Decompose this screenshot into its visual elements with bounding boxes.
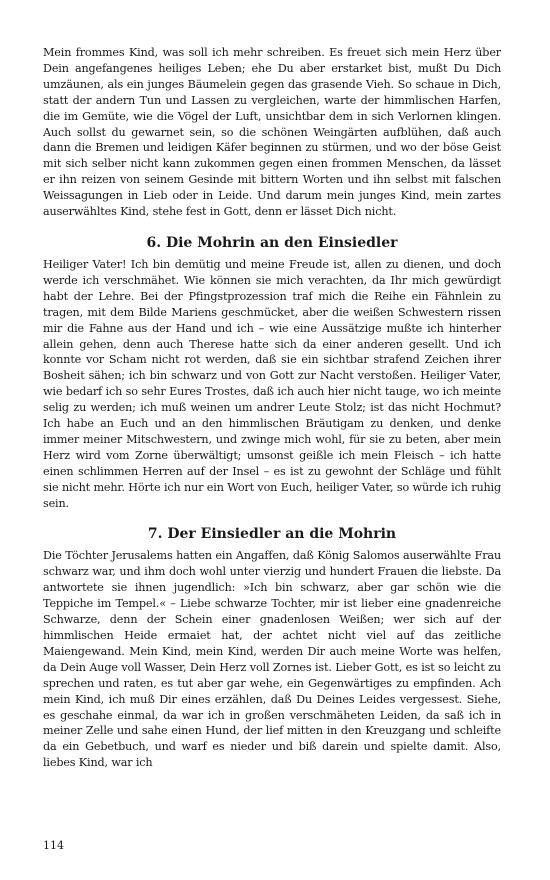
paragraph-letter-7: Die Töchter Jerusalems hatten ein Angaffen, daß König Salomos auserwählte Frau schwarz war, und ihm doch wohl unter vierzig und hundert Frauen die liebste. Da antwortete sie ihnen jugendlich: »Ich bin schwarz, aber gar schön wie die Teppiche im Tempel.« – Liebe schwarze Tochter, mir ist lieber eine gnadenreiche Schwarze, denn der Schein einer gnadenlosen Weißen; wer sich auf der himmlischen Heide ermaiet hat, der achtet nicht viel auf das zeitliche Maiengewand. Mein Kind, mein Kind, werden Dir auch meine Worte was helfen, da Dein Auge voll Wasser, Dein Herz voll Zornes ist. Lieber Gott, es ist so leicht zu sprechen und raten, es tut aber gar wehe, ein Gegenwärtiges zu empfinden. Ach mein Kind, ich muß Dir eines erzählen, daß Du Deines Leides vergessest. Siehe, es geschahe einmal, da war ich in großen verschmäheten Leiden, da saß ich in meiner Zelle und sahe einen Hund, der lief mitten in den Kreuzgang und schleifte da ein Gebetbuch, und warf es nieder und biß darein und spielte damit. Also, liebes Kind, war ich (43, 549, 501, 770)
book-page (43, 45, 501, 771)
page-number: 114 (43, 839, 64, 852)
heading-letter-7: 7. Der Einsiedler an die Mohrin (147, 526, 397, 543)
paragraph-letter-5-end: Mein frommes Kind, was soll ich mehr schreiben. Es freuet sich mein Herz über Dein angefangenes heiliges Leben; ehe Du aber erstarket bist, mußt Du Dich umzäunen, als ein junges Bäumelein gegen das grasende Vieh. So schaue in Dich, statt der andern Tun und Lassen zu vergleichen, warte der himmlischen Harfen, die im Gemüte, wie die Vögel der Luft, unsichtbar dem in sich Verlornen klingen. Auch sollst du gewarnet sein, so die schönen Weingärten aufblühen, daß auch dann die Bremen und leidigen Käfer beginnen zu stürmen, und wo der böse Geist mit sich selber nicht kann zukommen gegen einen frommen Menschen, da lässet er ihn reizen von seinem Gesinde mit bittern Worten und ihn selbst mit falschen Weissagungen in Lieb oder in Leide. Und darum mein junges Kind, mein zartes auserwähltes Kind, stehe fest in Gott, denn er lässet Dich nicht. (43, 46, 501, 219)
paragraph-letter-6: Heiliger Vater! Ich bin demütig und meine Freude ist, allen zu dienen, und doch werde ich verschmähet. Wie können sie mich verachten, da Ihr mich gewürdigt habt der Lehre. Bei der Pfingstprozession traf mich die Reihe ein Fähnlein zu tragen, mit dem Bilde Mariens geschmücket, aber die weißen Schwestern rissen mir die Fahne aus der Hand und ich – wie eine Aussätzige mußte ich hinterher allein gehen, denn auch Therese hatte sich da einer anderen gesellt. Und ich konnte vor Scham nicht rot werden, daß sie ein sichtbar strafend Zeichen ihrer Bosheit sähen; ich bin schwarz und von Gott zur Nacht verstoßen. Heiliger Vater, wie bedarf ich so sehr Eures Trostes, daß ich auch hier nicht tauge, wo ich meinte selig zu werden; ich muß weinen um andrer Leute Stolz; ist das nicht Hochmut? Ich habe an Euch und an den himmlischen Bräutigam zu denken, und denke immer meiner Mitschwestern, und zwinge mich wohl, für sie zu beten, aber mein Herz wird vom Zorne überwältigt; umsonst geißle ich mein Fleisch – ich hatte einen schlimmen Herren auf der Insel – es ist zu gewohnt der Schläge und fühlt sie nicht mehr. Hörte ich nur ein Wort von Euch, heiliger Vater, so würde ich ruhig sein. (43, 257, 501, 510)
heading-letter-6: 6. Die Mohrin an den Einsiedler (146, 234, 398, 251)
